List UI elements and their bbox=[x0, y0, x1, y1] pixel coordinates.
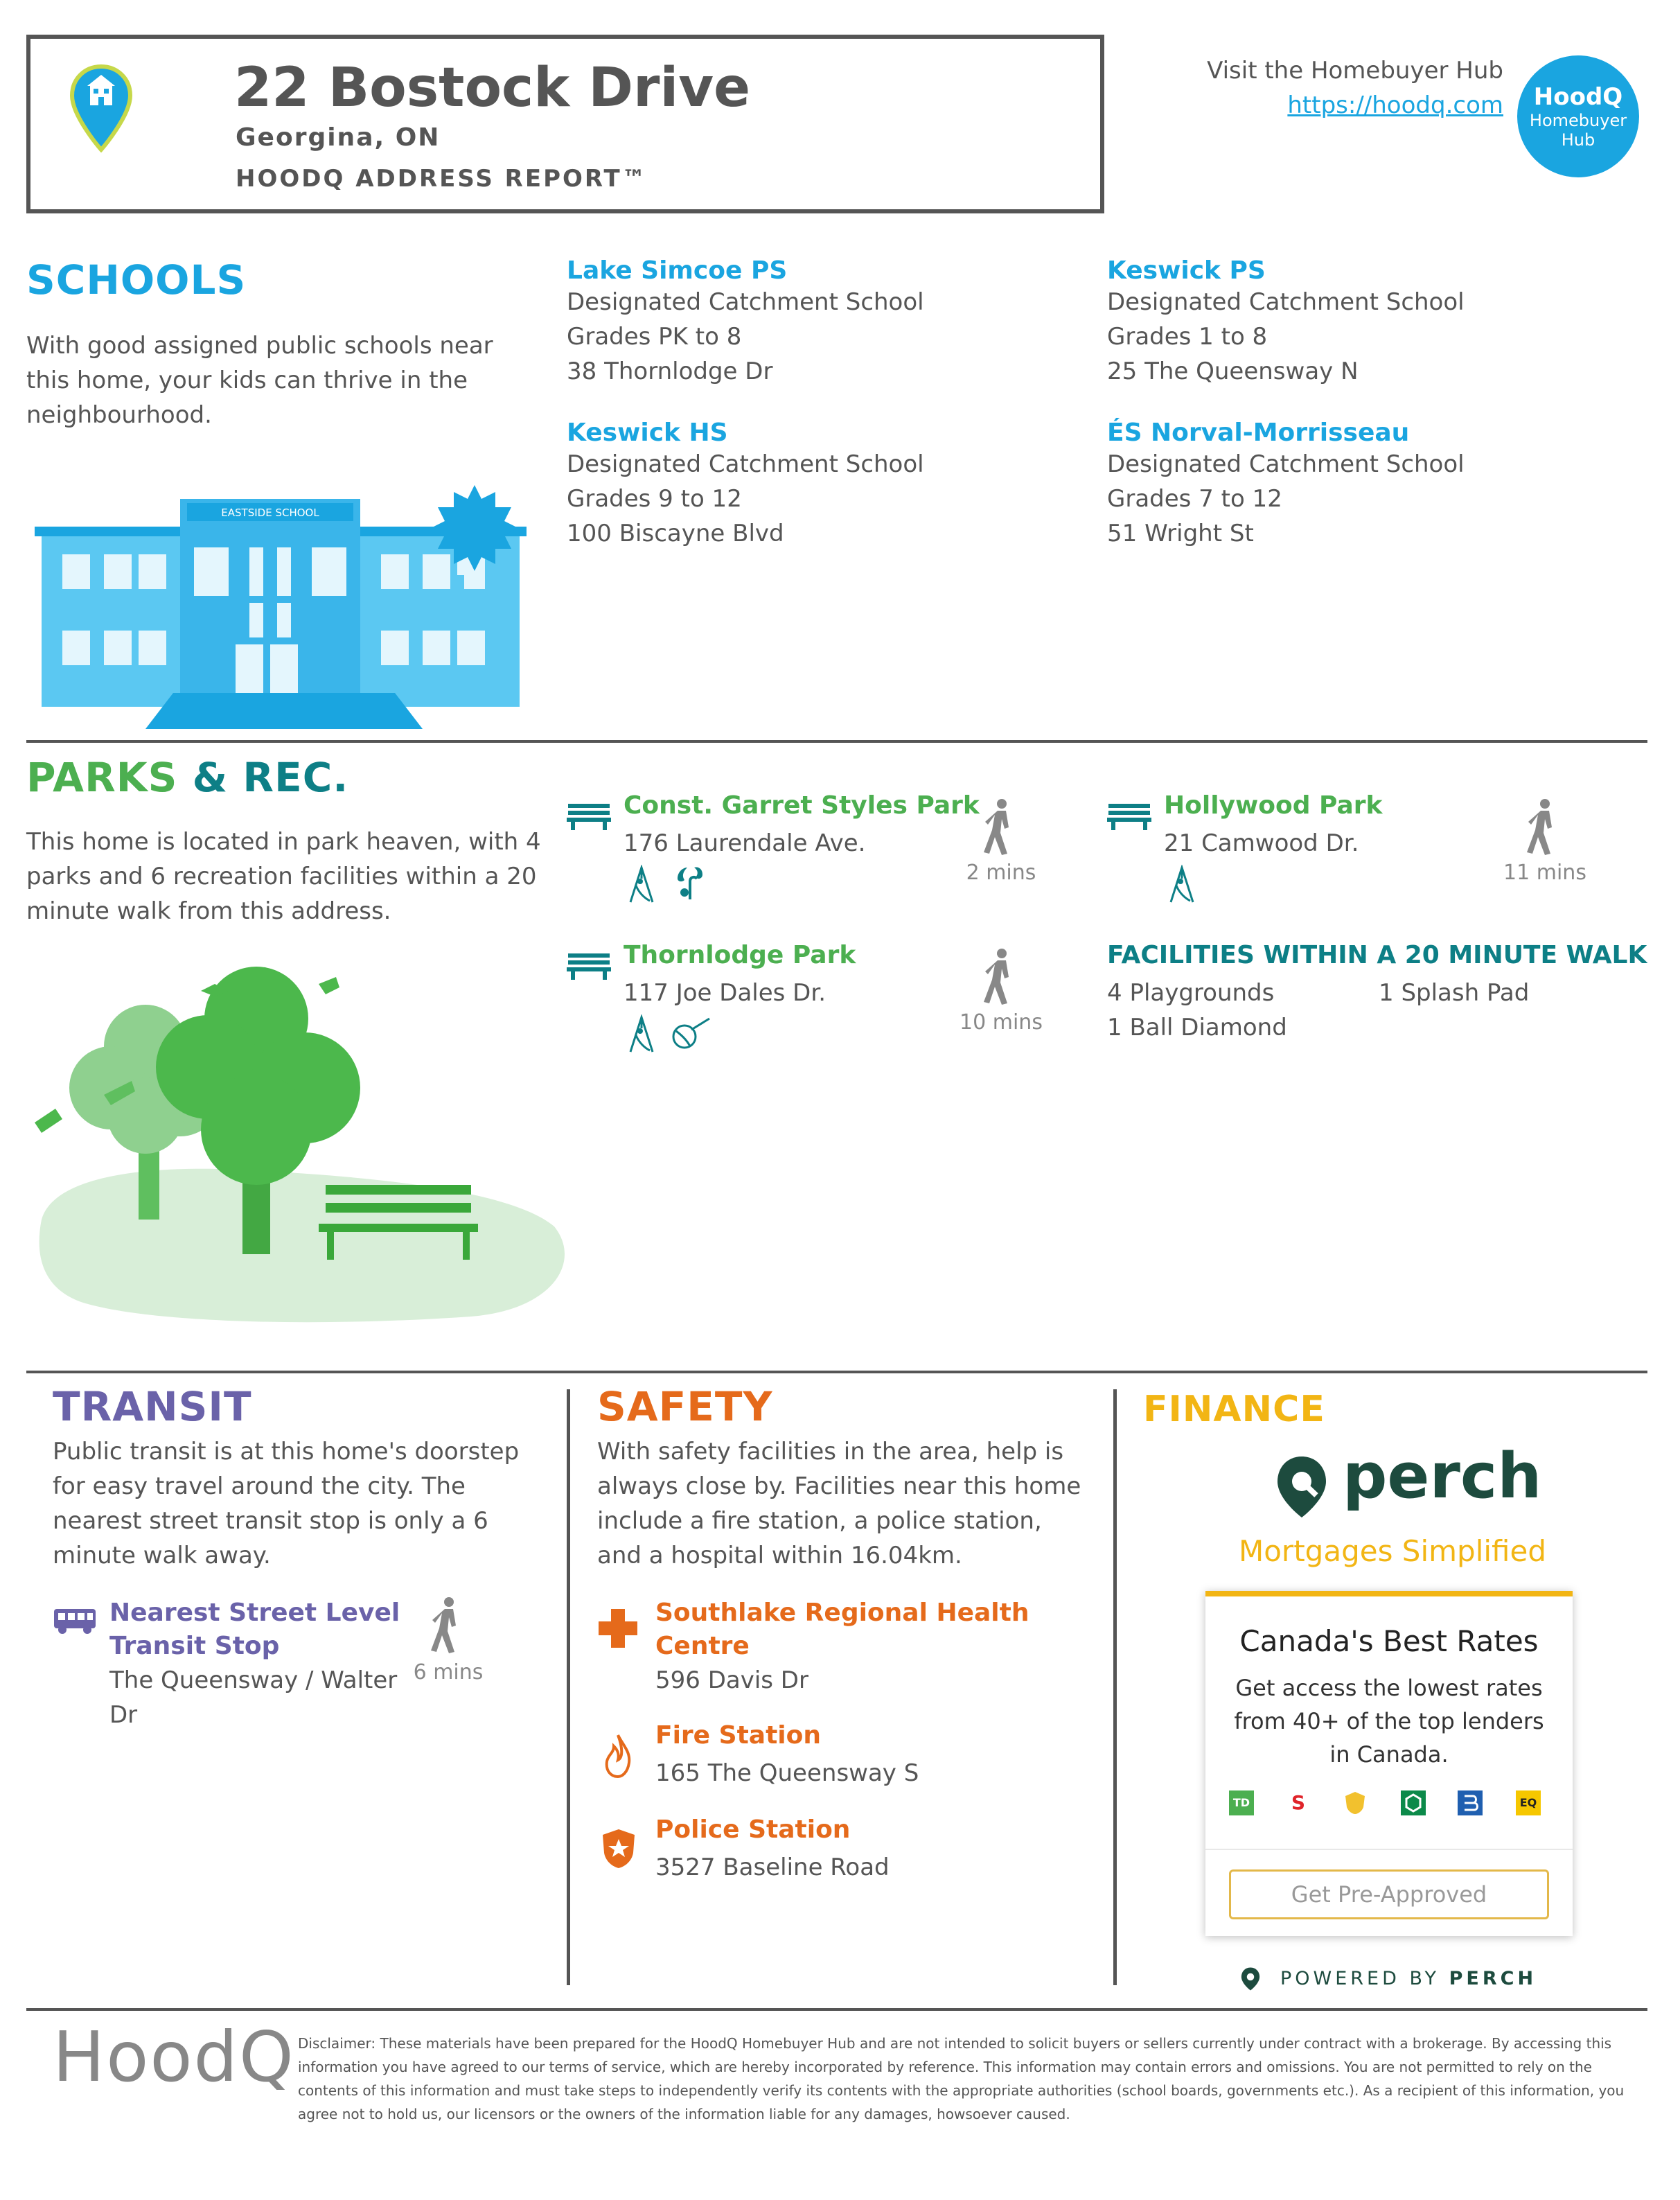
homebuyer-hub-badge[interactable] bbox=[1517, 55, 1639, 177]
school-grades: Grades 9 to 12 bbox=[567, 485, 742, 513]
rates-card-title: Canada's Best Rates bbox=[1239, 1624, 1539, 1658]
facilities-heading: FACILITIES WITHIN A 20 MINUTE WALK bbox=[1107, 941, 1647, 969]
parks-description: This home is located in park heaven, with 4 parks and 6 recreation facilities within a 20 minute walk from this address. bbox=[26, 828, 541, 925]
hospital-cross-icon bbox=[597, 1608, 639, 1649]
perch-tagline: Mortgages Simplified bbox=[1239, 1534, 1546, 1568]
school-card-3 bbox=[567, 419, 1079, 551]
schools-description: With good assigned public schools near this home, your kids can thrive in the neighbourhood. bbox=[26, 332, 493, 429]
park-bench-icon bbox=[567, 802, 611, 830]
rates-card-text: Get access the lowest rates from 40+ of the top lenders in Canada. bbox=[1234, 1675, 1544, 1768]
playground-icon bbox=[1167, 865, 1197, 904]
school-type: Designated Catchment School bbox=[567, 450, 924, 478]
park-name: Hollywood Park bbox=[1164, 791, 1383, 820]
disclaimer-text: Disclaimer: These materials have been prepared for the HoodQ Homebuyer Hub and are not intended to solicit buyers or sellers currently under contract with a brokerage. By accessing this information you have agreed to our terms of service, which are hereby incorporated by reference. This information may contain errors and omissions. You are not permitted to rely on the contents of this information and must take steps to independently verify its contents with the appropriate authorities (school boards, governments etc.). As a recipient of this information, you agree not to hold us, our licensors or the owners of the information liable for any damages, howsoever caused. bbox=[298, 2035, 1625, 2122]
walking-person-icon bbox=[430, 1596, 467, 1655]
finance-heading: FINANCE bbox=[1143, 1389, 1325, 1430]
school-type: Designated Catchment School bbox=[567, 288, 924, 316]
column-divider bbox=[567, 1389, 570, 1985]
park-address: 21 Camwood Dr. bbox=[1164, 829, 1359, 857]
lender-logos bbox=[1226, 1788, 1552, 1820]
school-card-2 bbox=[1107, 256, 1620, 389]
school-grades: Grades 1 to 8 bbox=[1107, 323, 1268, 351]
park-card-3 bbox=[567, 941, 1079, 1059]
park-bench-icon bbox=[1107, 802, 1151, 830]
perch-brand-text: perch bbox=[1343, 1440, 1542, 1513]
location-pin-icon bbox=[69, 64, 133, 152]
td-logo-icon: TD bbox=[1229, 1790, 1254, 1815]
school-grades: Grades PK to 8 bbox=[567, 323, 742, 351]
parks-heading-a: PARKS bbox=[26, 754, 178, 801]
school-name: Lake Simcoe PS bbox=[567, 256, 788, 285]
shield-logo-icon bbox=[1343, 1790, 1368, 1815]
playground-icon bbox=[626, 865, 657, 904]
transit-description: Public transit is at this home's doorstep for easy travel around the city. The nearest street transit stop is only a 6 minute walk away. bbox=[53, 1438, 520, 1569]
rates-card bbox=[1205, 1591, 1573, 1936]
facility-splash-pad: 1 Splash Pad bbox=[1379, 979, 1530, 1007]
page-title: 22 Bostock Drive bbox=[234, 57, 750, 119]
schools-heading: SCHOOLS bbox=[26, 256, 247, 303]
safety-item-name: Fire Station bbox=[655, 1721, 821, 1750]
transit-walk-time: 6 mins bbox=[413, 1660, 484, 1684]
safety-item-address: 165 The Queensway S bbox=[655, 1759, 919, 1787]
column-divider bbox=[1113, 1389, 1117, 1985]
safety-item-name: Southlake Regional Health Centre bbox=[655, 1599, 1029, 1660]
hexagon-logo-icon bbox=[1401, 1790, 1426, 1815]
report-label: HOODQ ADDRESS REPORT™ bbox=[236, 165, 648, 193]
park-illustration bbox=[28, 963, 568, 1323]
school-type: Designated Catchment School bbox=[1107, 288, 1465, 316]
park-name: Thornlodge Park bbox=[624, 941, 856, 969]
card-divider bbox=[1205, 1849, 1573, 1850]
park-bench-icon bbox=[567, 952, 611, 980]
facility-playgrounds: 4 Playgrounds bbox=[1107, 979, 1275, 1007]
powered-by-perch[interactable] bbox=[1240, 1965, 1559, 1993]
safety-item-name: Police Station bbox=[655, 1815, 851, 1844]
transit-stop-title: Nearest Street Level Transit Stop bbox=[109, 1599, 400, 1660]
hoodq-footer-logo: HoodQ bbox=[53, 2016, 295, 2097]
bus-icon bbox=[53, 1608, 97, 1635]
park-card-2 bbox=[1107, 791, 1620, 909]
city-label: Georgina, ON bbox=[236, 123, 441, 152]
badge-line-3: Hub bbox=[1561, 130, 1595, 150]
walk-time: 2 mins bbox=[966, 861, 1036, 885]
park-address: 117 Joe Dales Dr. bbox=[624, 979, 826, 1007]
school-name: Keswick HS bbox=[567, 419, 728, 447]
safety-heading: SAFETY bbox=[597, 1383, 773, 1430]
school-name: Keswick PS bbox=[1107, 256, 1266, 285]
footer-divider bbox=[26, 2008, 1647, 2011]
hub-link[interactable]: https://hoodq.com bbox=[1287, 91, 1503, 119]
powered-by-label: POWERED BY bbox=[1280, 1968, 1449, 1989]
facility-ball-diamond: 1 Ball Diamond bbox=[1107, 1014, 1287, 1041]
safety-description: With safety facilities in the area, help is always close by. Facilities near this home include a fire station, a police station, and a hospital within 16.04km. bbox=[597, 1438, 1081, 1569]
walking-person-icon bbox=[982, 798, 1020, 856]
get-pre-approved-button[interactable]: Get Pre-Approved bbox=[1229, 1869, 1549, 1919]
school-card-1 bbox=[567, 256, 1079, 389]
police-badge-icon bbox=[601, 1828, 636, 1869]
section-divider bbox=[26, 740, 1647, 743]
perch-small-pin-icon bbox=[1240, 1966, 1261, 1991]
visit-hub-label: Visit the Homebuyer Hub bbox=[1207, 57, 1503, 85]
school-sign-text: EASTSIDE SCHOOL bbox=[221, 507, 319, 519]
flame-icon bbox=[604, 1732, 632, 1778]
section-divider bbox=[26, 1371, 1647, 1373]
school-grades: Grades 7 to 12 bbox=[1107, 485, 1282, 513]
badge-brand: HoodQ bbox=[1533, 83, 1623, 111]
bmo-logo-icon bbox=[1458, 1790, 1483, 1815]
parks-heading bbox=[26, 754, 348, 801]
school-card-4 bbox=[1107, 419, 1620, 551]
ball-diamond-icon bbox=[671, 1016, 712, 1050]
school-building-illustration bbox=[35, 478, 547, 734]
playground-icon bbox=[626, 1014, 657, 1053]
school-address: 51 Wright St bbox=[1107, 520, 1254, 547]
walking-person-icon bbox=[1526, 798, 1563, 856]
park-card-1 bbox=[567, 791, 1079, 909]
safety-item-address: 596 Davis Dr bbox=[655, 1666, 808, 1694]
walk-time: 11 mins bbox=[1503, 861, 1586, 885]
splash-pad-icon bbox=[671, 865, 709, 904]
park-address: 176 Laurendale Ave. bbox=[624, 829, 866, 857]
powered-by-brand: PERCH bbox=[1449, 1968, 1537, 1989]
school-name: ÉS Norval-Morrisseau bbox=[1107, 419, 1410, 447]
badge-line-2: Homebuyer bbox=[1529, 111, 1627, 130]
park-name: Const. Garret Styles Park bbox=[624, 791, 980, 820]
scotiabank-logo-icon: S bbox=[1291, 1791, 1306, 1814]
walk-time: 10 mins bbox=[960, 1010, 1043, 1035]
perch-logo[interactable] bbox=[1275, 1440, 1566, 1523]
transit-stop-name: The Queensway / Walter Dr bbox=[109, 1666, 398, 1729]
transit-heading: TRANSIT bbox=[53, 1383, 252, 1430]
school-address: 25 The Queensway N bbox=[1107, 358, 1359, 385]
powered-by-text bbox=[1280, 1968, 1537, 1989]
school-type: Designated Catchment School bbox=[1107, 450, 1465, 478]
school-address: 100 Biscayne Blvd bbox=[567, 520, 784, 547]
safety-item-address: 3527 Baseline Road bbox=[655, 1854, 890, 1881]
eq-bank-logo-icon: EQ bbox=[1516, 1790, 1541, 1815]
school-address: 38 Thornlodge Dr bbox=[567, 358, 773, 385]
parks-heading-b: & REC. bbox=[177, 754, 349, 801]
walking-person-icon bbox=[982, 948, 1020, 1006]
perch-pin-icon bbox=[1275, 1454, 1329, 1520]
